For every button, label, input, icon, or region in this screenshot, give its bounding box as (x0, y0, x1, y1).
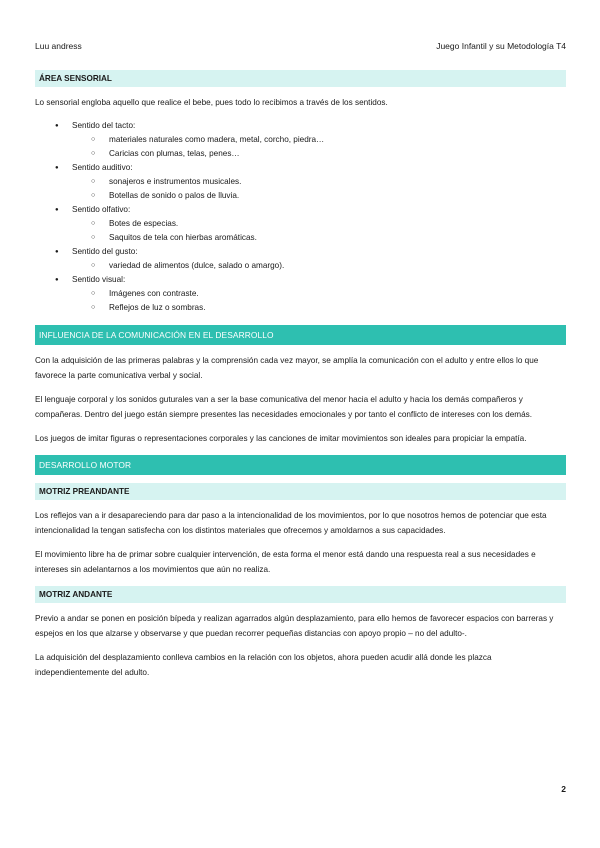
sense-item (35, 119, 566, 161)
header-author: Luu andress (35, 41, 82, 51)
sense-item (35, 273, 566, 315)
sense-item (35, 161, 566, 203)
sense-subitem: ○ variedad de alimentos (dulce, salado o amargo). (72, 259, 566, 273)
sense-subitem: ○ Botes de especias. (72, 217, 566, 231)
sense-subitem: ○ Imágenes con contraste. (72, 287, 566, 301)
paragraph: Previo a andar se ponen en posición bípeda y realizan agarrados algún desplazamiento, para ello hemos de favorecer espacios con barreras y espejos en los que alzarse y observarse y que puedan recorrer pequeñas distancias con apoyo propio – no del adulto-. (35, 614, 554, 638)
sense-sublist (72, 287, 566, 315)
sense-label: Sentido auditivo: (72, 163, 133, 172)
sense-item (35, 245, 566, 273)
page-number: 2 (561, 784, 566, 794)
sense-subitem: ○ materiales naturales como madera, metal, corcho, piedra… (72, 133, 566, 147)
sense-item (35, 203, 566, 245)
sense-subitem: ○ Reflejos de luz o sombras. (72, 301, 566, 315)
paragraph: Con la adquisición de las primeras palabras y la comprensión cada vez mayor, se amplía la comunicación con el adulto y entre ellos lo que favorece la parte comunicativa verbal y social. (35, 356, 539, 380)
sense-sublist (72, 217, 566, 245)
sense-subitem: ○ Caricias con plumas, telas, penes… (72, 147, 566, 161)
paragraph: Los reflejos van a ir desapareciendo para dar paso a la intencionalidad de los movimientos, por lo que nosotros hemos de potenciar que esta intencionalidad la tengan satisfecha con los distintos materiales que ofrecemos y amoldarnos a sus capacidades. (35, 511, 547, 535)
section-heading-comunicacion: INFLUENCIA DE LA COMUNICACIÓN EN EL DESARROLLO (35, 325, 566, 345)
paragraph: La adquisición del desplazamiento conlleva cambios en la relación con los objetos, ahora pueden acudir allá donde les plazca independientemente del adulto. (35, 653, 492, 677)
sense-subitem: ○ Saquitos de tela con hierbas aromáticas. (72, 231, 566, 245)
subsection-heading-preandante: MOTRIZ PREANDANTE (35, 483, 566, 500)
paragraph: El movimiento libre ha de primar sobre cualquier intervención, de esta forma el menor está dando una respuesta real a sus necesidades e intereses sin adelantarnos a los movimientos que aún no realiza. (35, 550, 536, 574)
sense-sublist (72, 259, 566, 273)
paragraph: El lenguaje corporal y los sonidos guturales van a ser la base comunicativa del menor hacia el adulto y hacia los demás compañeros y compañeras. Dentro del juego están siempre presentes las necesidades emocionales y por tanto el conflicto de intereses con los demás. (35, 395, 532, 419)
section-heading-motor: DESARROLLO MOTOR (35, 455, 566, 475)
section-heading-sensorial: ÁREA SENSORIAL (35, 70, 566, 87)
sense-label: Sentido olfativo: (72, 205, 131, 214)
paragraph: Los juegos de imitar figuras o representaciones corporales y las canciones de imitar movimientos son ideales para propiciar la empatía. (35, 434, 527, 443)
sense-sublist (72, 133, 566, 161)
sense-label: Sentido visual: (72, 275, 126, 284)
sense-label: Sentido del tacto: (72, 121, 136, 130)
sensorial-intro: Lo sensorial engloba aquello que realice el bebe, pues todo lo recibimos a través de los sentidos. (35, 98, 388, 107)
senses-list (35, 119, 566, 315)
sense-label: Sentido del gusto: (72, 247, 138, 256)
sense-subitem: ○ Botellas de sonido o palos de lluvia. (72, 189, 566, 203)
page-content (35, 70, 566, 689)
sense-sublist (72, 175, 566, 203)
sense-subitem: ○ sonajeros e instrumentos musicales. (72, 175, 566, 189)
subsection-heading-andante: MOTRIZ ANDANTE (35, 586, 566, 603)
header-title: Juego Infantil y su Metodología T4 (436, 41, 566, 51)
